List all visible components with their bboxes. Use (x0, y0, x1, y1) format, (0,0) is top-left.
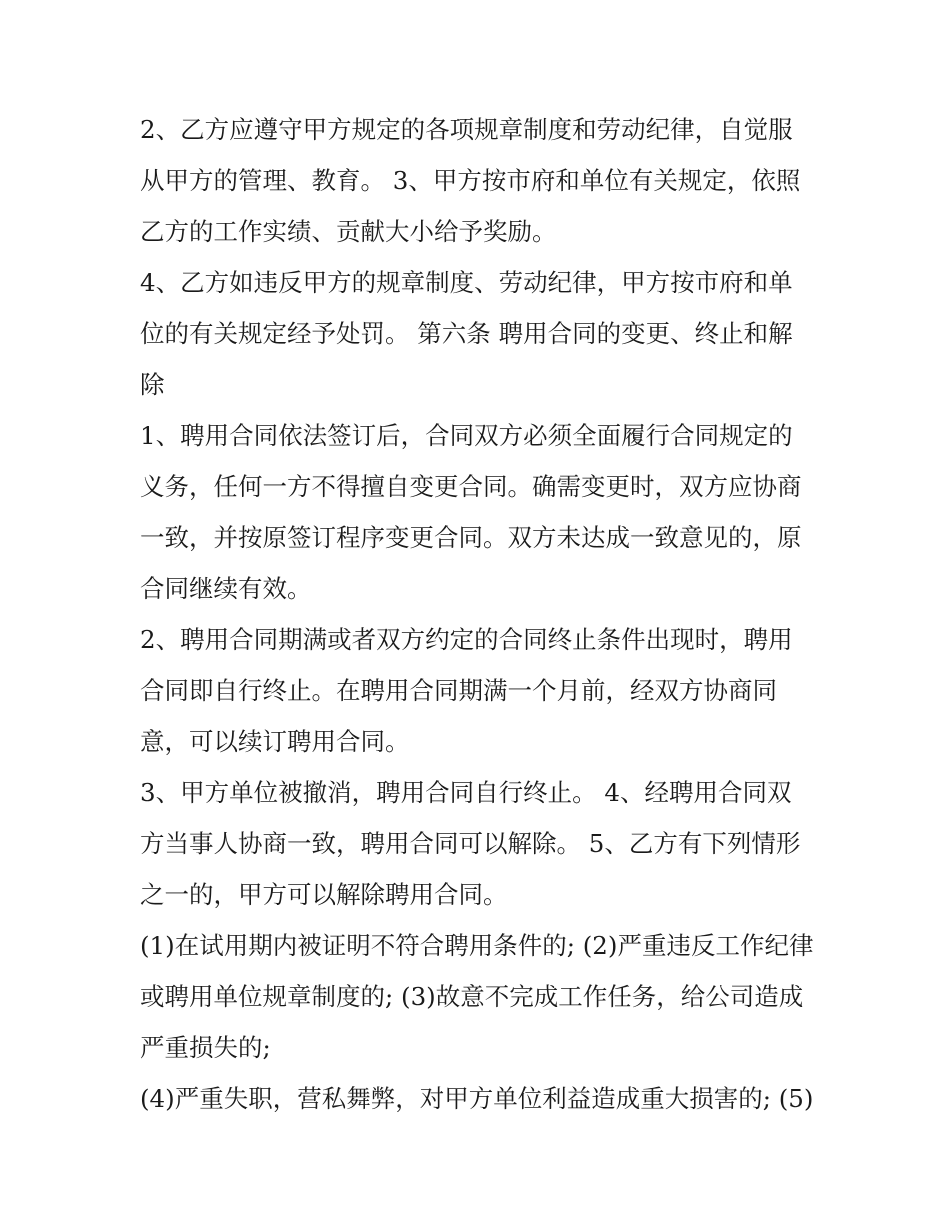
text-line: 一致，并按原签订程序变更合同。双方未达成一致意见的，原 (140, 523, 802, 552)
paragraph-contract-termination (140, 767, 816, 920)
text-line: 从甲方的管理、教育。 3、甲方按市府和单位有关规定，依照 (140, 166, 801, 195)
text-line: 2、聘用合同期满或者双方约定的合同终止条件出现时，聘用 (140, 625, 793, 654)
text-line: 除 (140, 370, 165, 399)
text-line: 合同继续有效。 (140, 574, 312, 603)
text-line: 位的有关规定经予处罚。 第六条 聘用合同的变更、终止和解 (140, 319, 793, 348)
text-line: (4)严重失职，营私舞弊，对甲方单位利益造成重大损害的; (5) (140, 1084, 814, 1113)
text-line: 方当事人协商一致，聘用合同可以解除。 5、乙方有下列情形 (140, 829, 801, 858)
text-line: 义务，任何一方不得擅自变更合同。确需变更时，双方应协商 (140, 472, 802, 501)
text-line: 之一的，甲方可以解除聘用合同。 (140, 880, 508, 909)
paragraph-contract-expiry (140, 614, 816, 767)
text-line: 3、甲方单位被撤消，聘用合同自行终止。 4、经聘用合同双 (140, 778, 792, 807)
text-line: 或聘用单位规章制度的; (3)故意不完成工作任务，给公司造成 (140, 982, 804, 1011)
text-line: 严重损失的; (140, 1033, 271, 1062)
text-line: (1)在试用期内被证明不符合聘用条件的; (2)严重违反工作纪律 (140, 931, 814, 960)
text-line: 2、乙方应遵守甲方规定的各项规章制度和劳动纪律，自觉服 (140, 115, 793, 144)
document-body (140, 104, 816, 1124)
paragraph-contract-change (140, 410, 816, 614)
paragraph-obey-rules (140, 104, 816, 257)
text-line: 1、聘用合同依法签订后，合同双方必须全面履行合同规定的 (140, 421, 793, 450)
paragraph-dismissal-conditions (140, 920, 816, 1073)
text-line: 合同即自行终止。在聘用合同期满一个月前，经双方协商同 (140, 676, 777, 705)
paragraph-violation-penalty (140, 257, 816, 410)
text-line: 4、乙方如违反甲方的规章制度、劳动纪律，甲方按市府和单 (140, 268, 793, 297)
text-line: 意，可以续订聘用合同。 (140, 727, 410, 756)
text-line: 乙方的工作实绩、贡献大小给予奖励。 (140, 217, 557, 246)
paragraph-serious-misconduct (140, 1073, 816, 1124)
